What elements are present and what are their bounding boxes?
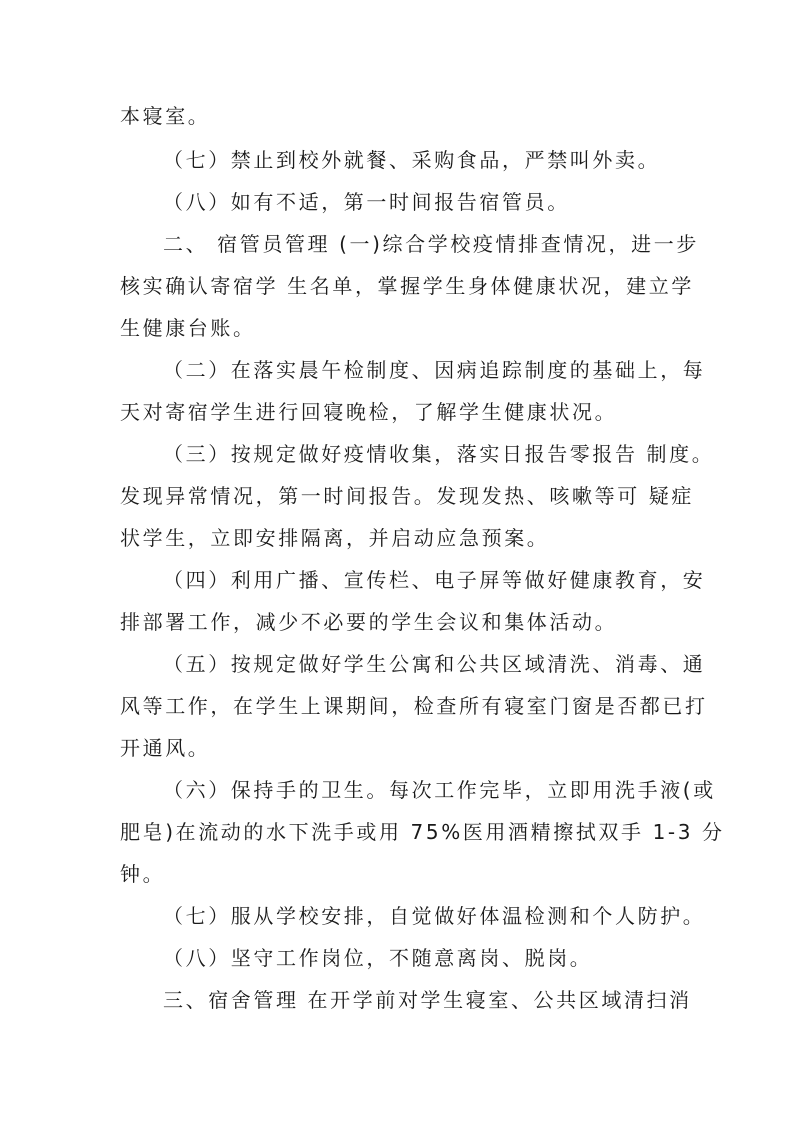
text-line: 核实确认寄宿学 生名单，掌握学生身体健康状况，建立学 [120, 274, 694, 298]
text-line: 本寝室。 [120, 104, 211, 128]
text-line: （五）按规定做好学生公寓和公共区域清洗、消毒、通 [163, 652, 706, 676]
text-line: 状学生，立即安排隔离，并启动应急预案。 [120, 526, 550, 550]
text-line: 三、宿舍管理 在开学前对学生寝室、公共区域清扫消 [163, 988, 692, 1012]
text-line: 二、 宿管员管理 (一)综合学校疫情排查情况，进一步 [163, 232, 699, 256]
text-line: （八）坚守工作岗位，不随意离岗、脱岗。 [163, 946, 593, 970]
text-line: 风等工作，在学生上课期间，检查所有寝室门窗是否都已打 [120, 694, 708, 718]
text-line: 排部署工作，减少不必要的学生会议和集体活动。 [120, 610, 618, 634]
text-line: （七）禁止到校外就餐、采购食品，严禁叫外卖。 [163, 148, 661, 172]
text-line: （八）如有不适，第一时间报告宿管员。 [163, 190, 570, 214]
text-line: 生健康台账。 [120, 316, 256, 340]
text-line: 发现异常情况，第一时间报告。发现发热、咳嗽等可 疑症 [120, 484, 694, 508]
text-line: 开通风。 [120, 736, 211, 760]
text-line: （六）保持手的卫生。每次工作完毕，立即用洗手液(或 [163, 778, 716, 802]
text-line: 天对寄宿学生进行回寝晚检，了解学生健康状况。 [120, 400, 618, 424]
text-line: （三）按规定做好疫情收集，落实日报告零报告 制度。 [163, 442, 715, 466]
text-line: （七）服从学校安排，自觉做好体温检测和个人防护。 [163, 904, 706, 928]
text-line: 肥皂)在流动的水下洗手或用 75%医用酒精擦拭双手 1-3 分 [120, 820, 725, 844]
text-line: （二）在落实晨午检制度、因病追踪制度的基础上，每 [163, 358, 706, 382]
text-line: 钟。 [120, 862, 166, 886]
text-line: （四）利用广播、宣传栏、电子屏等做好健康教育，安 [163, 568, 706, 592]
